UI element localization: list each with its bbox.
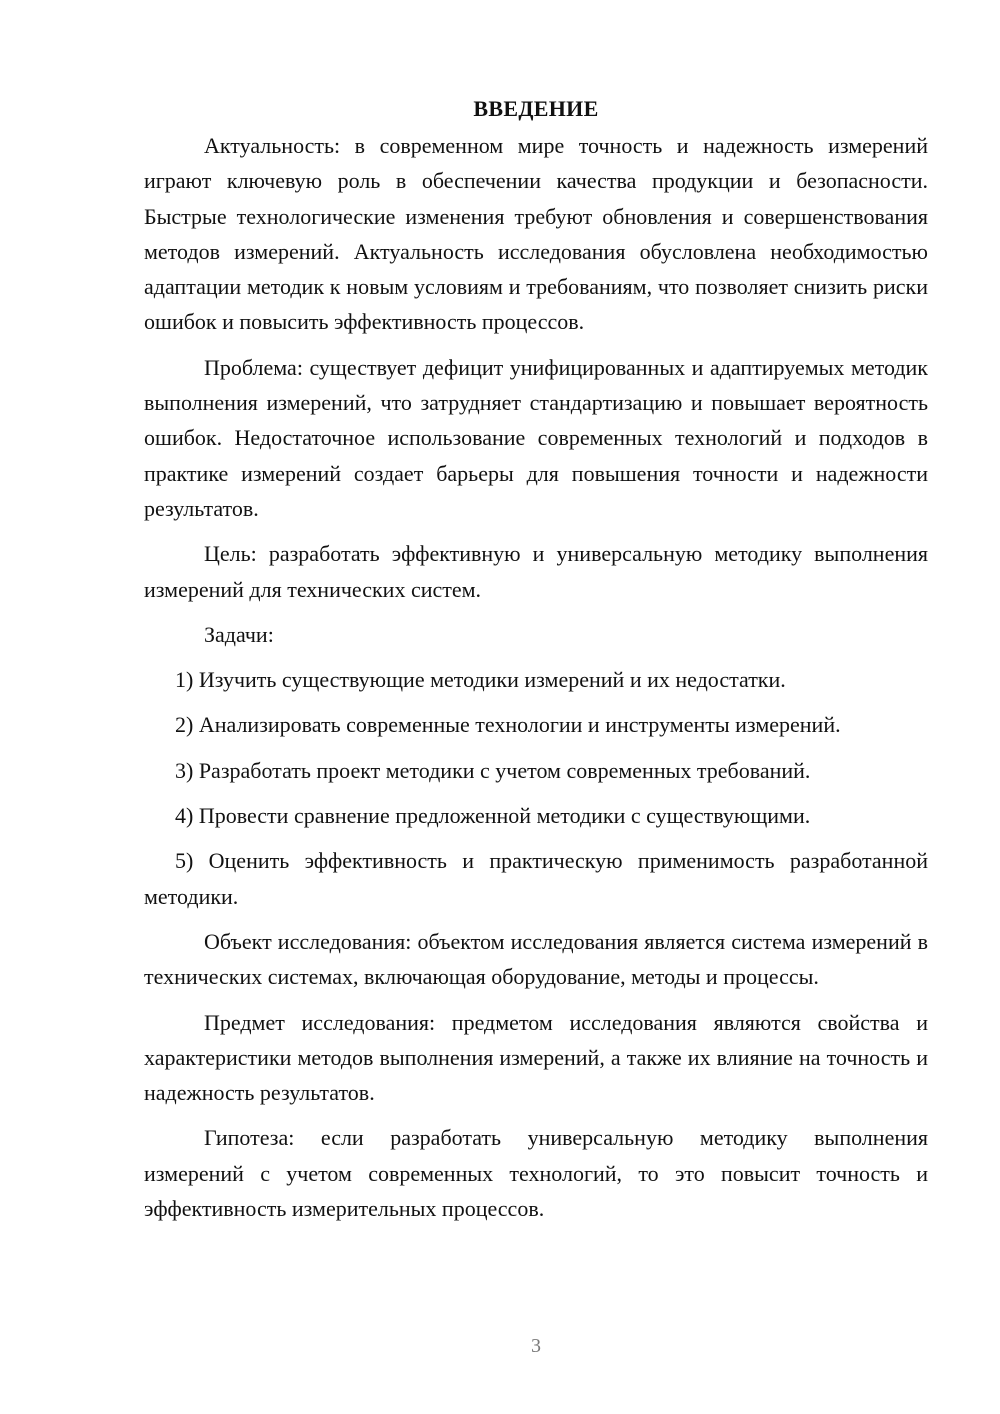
page-title: ВВЕДЕНИЕ [473, 96, 599, 121]
task-item: 1) Изучить существующие методики измерений и их недостатки. [175, 667, 786, 693]
task-item: 4) Провести сравнение предложенной методики с существующими. [175, 803, 811, 829]
paragraph-problem: Проблема: существует дефицит унифицированных и адаптируемых методик выполнения измерений, что затрудняет стандартизацию и повышает вероятность ошибок. Недостаточное использование современных технологий и подходов в практике измерений создает барьеры для повышения точности и надежности результатов. [144, 354, 928, 521]
task-item: 2) Анализировать современные технологии и инструменты измерений. [175, 712, 841, 738]
paragraph-subject: Предмет исследования: предметом исследования являются свойства и характеристики методов выполнения измерений, а также их влияние на точность и надежность результатов. [144, 1009, 928, 1106]
tasks-list [144, 662, 928, 914]
paragraph-goal: Цель: разработать эффективную и универсальную методику выполнения измерений для технических систем. [144, 541, 928, 602]
task-item: 5) Оценить эффективность и практическую применимость разработанной методики. [144, 848, 928, 909]
task-item: 3) Разработать проект методики с учетом современных требований. [175, 757, 811, 783]
paragraph-object: Объект исследования: объектом исследования является система измерений в технических системах, включающая оборудование, методы и процессы. [144, 928, 928, 990]
page-content [144, 92, 928, 1236]
page-number: 3 [531, 1335, 541, 1357]
paragraph-relevance: Актуальность: в современном мире точность и надежность измерений играют ключевую роль в обеспечении качества продукции и безопасности. Быстрые технологические изменения требуют обновления и совершенствования методов измерений. Актуальность исследования обусловлена необходимостью адаптации методик к новым условиям и требованиям, что позволяет снизить риски ошибок и повысить эффективность процессов. [144, 133, 928, 335]
paragraph-hypothesis: Гипотеза: если разработать универсальную методику выполнения измерений с учетом современных технологий, то это повысит точность и эффективность измерительных процессов. [144, 1125, 928, 1222]
tasks-heading: Задачи: [204, 621, 274, 647]
